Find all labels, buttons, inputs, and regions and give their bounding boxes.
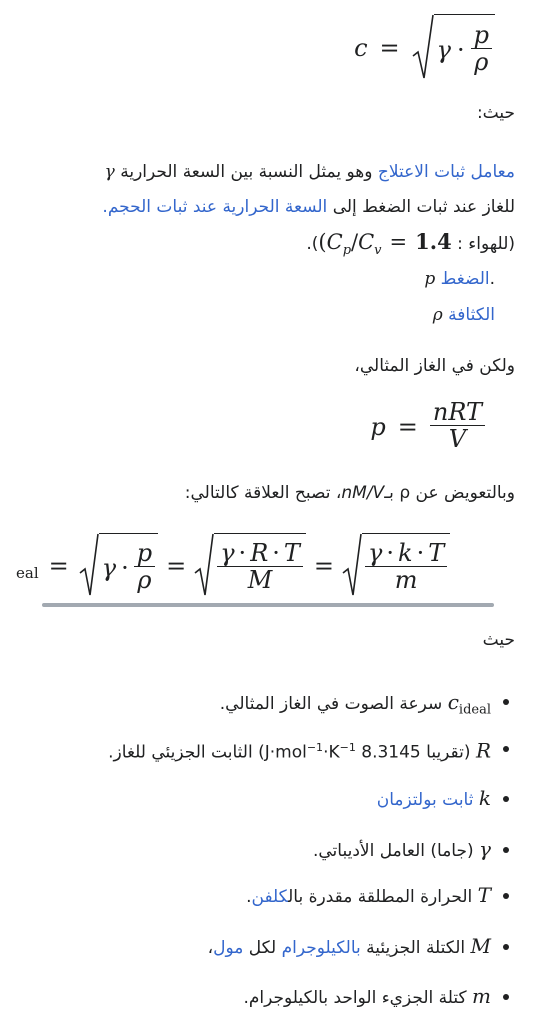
kelvin-link[interactable]: كلفن [251,887,289,907]
substitution-line [185,478,515,508]
mole-link[interactable]: مول [213,938,244,958]
formula3-p: p [134,541,155,567]
formula3-fraction-RT-M [217,538,303,595]
formula2-denominator: V [448,425,467,454]
air-prefix: (للهواء : [457,234,515,254]
list-item-symbol: γ [479,837,491,861]
air-equals: = [389,230,408,254]
list-item-text-b: ·K [323,742,340,763]
pressure-link[interactable]: الضغط [440,269,490,289]
def-gamma-period: . [102,197,108,217]
list-item-mid: لكل [248,938,277,958]
formula3-dot-3: · [272,538,280,567]
where2-label: حيث [482,630,515,650]
list-item-tail: . [246,887,252,907]
def-rho-symbol: ρ [432,305,443,325]
list-item-sup1: −1 [306,741,324,754]
sqrt-sign-icon [194,533,214,599]
list-item-symbol: c [447,690,459,714]
formula2-fraction [430,400,485,454]
heat-capacity-ratio-link[interactable]: معامل ثبات الاعتلاج [377,162,515,182]
def-gamma-line2 [102,192,515,222]
list-item-R [108,733,491,768]
formula3-numerator-2 [217,538,303,567]
formula3-M: M [247,565,273,594]
substitution-expr: nM/V [341,483,385,503]
def-gamma-symbol: γ [104,162,115,182]
ideal-gas-intro: ولكن في الغاز المثالي، [354,356,515,376]
formula3-k: k [398,538,413,567]
formula-speed-of-sound [354,14,495,82]
air-slash: / [351,230,359,254]
def-density-line [433,300,495,330]
air-formula [318,229,452,259]
air-cv-sub: v [374,243,382,259]
density-link[interactable]: الكثافة [448,305,495,325]
def-air-line [306,227,515,266]
def-p-symbol: p [424,269,436,289]
air-cp-sub: p [342,243,352,259]
formula3-gamma-2: γ [220,538,235,567]
formula2-equals: = [397,412,418,441]
list-item-subscript: ideal [458,702,491,718]
formula3-sqrt-1 [79,533,158,599]
air-paren: ( [318,230,327,254]
formula3-sqrt-3 [342,533,450,599]
formula3-gamma-3: γ [368,538,383,567]
list-item-text: الكتلة الجزيئية [366,938,466,958]
def-p-period: . [489,269,495,289]
formula3-scrollbar[interactable] [42,603,494,607]
list-item-text: الحرارة المطلقة مقدرة بال [288,887,473,907]
list-bullet [503,746,509,752]
formula3-dot-5: · [416,538,425,567]
formula-sqrt [412,14,495,82]
list-item-text: كتلة الجزيء الواحد بالكيلوجرام. [243,988,467,1008]
formula-var-rho: ρ [474,47,489,76]
formula3-fraction-p-rho [134,538,155,595]
formula3-R: R [250,538,269,567]
formula-fraction-p-rho [471,20,492,77]
list-bullet [503,699,509,705]
formula2-numerator: nRT [430,400,485,426]
formula3-dot-4: · [386,538,395,567]
isochoric-heat-capacity-link[interactable]: السعة الحرارية عند ثبات الحجم [107,197,328,217]
formula-ideal-gas-law [370,400,485,454]
formula3-equals-1: = [48,552,69,580]
boltzmann-constant-link[interactable]: ثابت بولتزمان [376,790,474,810]
air-suffix: .( [306,234,319,254]
formula3-lhs-fragment: eal [16,564,39,582]
formula3-sqrt-2 [194,533,306,599]
list-item-m [243,981,491,1013]
where-label: حيث: [476,103,515,123]
formula3-gamma-1: γ [101,553,117,582]
formula3-m: m [394,565,418,594]
list-item-text: سرعة الصوت في الغاز المثالي. [219,694,443,714]
list-item-symbol: T [477,883,491,907]
formula3-T-2: T [428,538,445,567]
air-cv: C [358,230,375,254]
formula3-equals-2: = [166,552,187,580]
list-item-symbol: R [475,738,491,763]
list-item-tail: ، [207,938,214,958]
list-bullet [503,994,509,1000]
def-gamma-line1 [105,157,515,187]
formula-speed-ideal-gas [16,528,450,604]
formula3-T-1: T [283,538,300,567]
formula-var-p: p [471,23,492,49]
formula3-equals-3: = [313,552,335,580]
formula3-rho: ρ [137,565,152,594]
list-item-c-ideal [220,687,491,725]
formula3-dot-1: · [121,553,129,582]
list-item-text-a: (تقريبا 8.3145 J·mol [264,742,471,763]
sqrt-sign-icon [342,533,362,599]
list-item-T [246,880,491,912]
formula-var-c: c [354,34,368,62]
list-item-k [377,783,491,815]
list-item-symbol: M [470,934,491,958]
air-cp: C [326,230,343,254]
formula3-dot-2: · [238,538,247,567]
list-bullet [503,944,509,950]
formula3-scroll-container[interactable] [16,528,494,608]
def-gamma-text2: للغاز عند ثبات الضغط إلى [332,197,515,217]
list-item-symbol: m [472,984,491,1008]
list-item-symbol: k [478,786,491,810]
list-bullet [503,893,509,899]
formula-dot: · [456,35,465,64]
list-bullet [503,847,509,853]
formula-equals: = [379,34,400,62]
kilogram-link[interactable]: بالكيلوجرام [281,938,361,958]
formula3-fraction-kT-m [365,538,447,595]
sqrt-sign-icon [79,533,99,599]
substitution-tail: ، تصبح العلاقة كالتالي: [184,483,342,503]
list-item-text-c: ) الثابت الجزيئي للغاز. [108,742,265,763]
list-item-sup2: −1 [339,741,356,754]
formula-var-gamma: γ [436,35,451,64]
formula3-numerator-3 [365,538,447,567]
sqrt-sign-icon [412,14,434,82]
def-gamma-text1: وهو يمثل النسبة بين السعة الحرارية [120,162,373,182]
air-value: 1.4 [415,229,452,254]
list-item-gamma [313,834,491,866]
list-item-text: (جاما) العامل الأديباتي. [312,841,474,861]
def-pressure-line [424,264,495,294]
substitution-text: وبالتعويض عن ρ بـ [384,483,515,503]
list-item-M [208,931,491,963]
list-bullet [503,796,509,802]
formula2-var-p: p [370,412,386,441]
